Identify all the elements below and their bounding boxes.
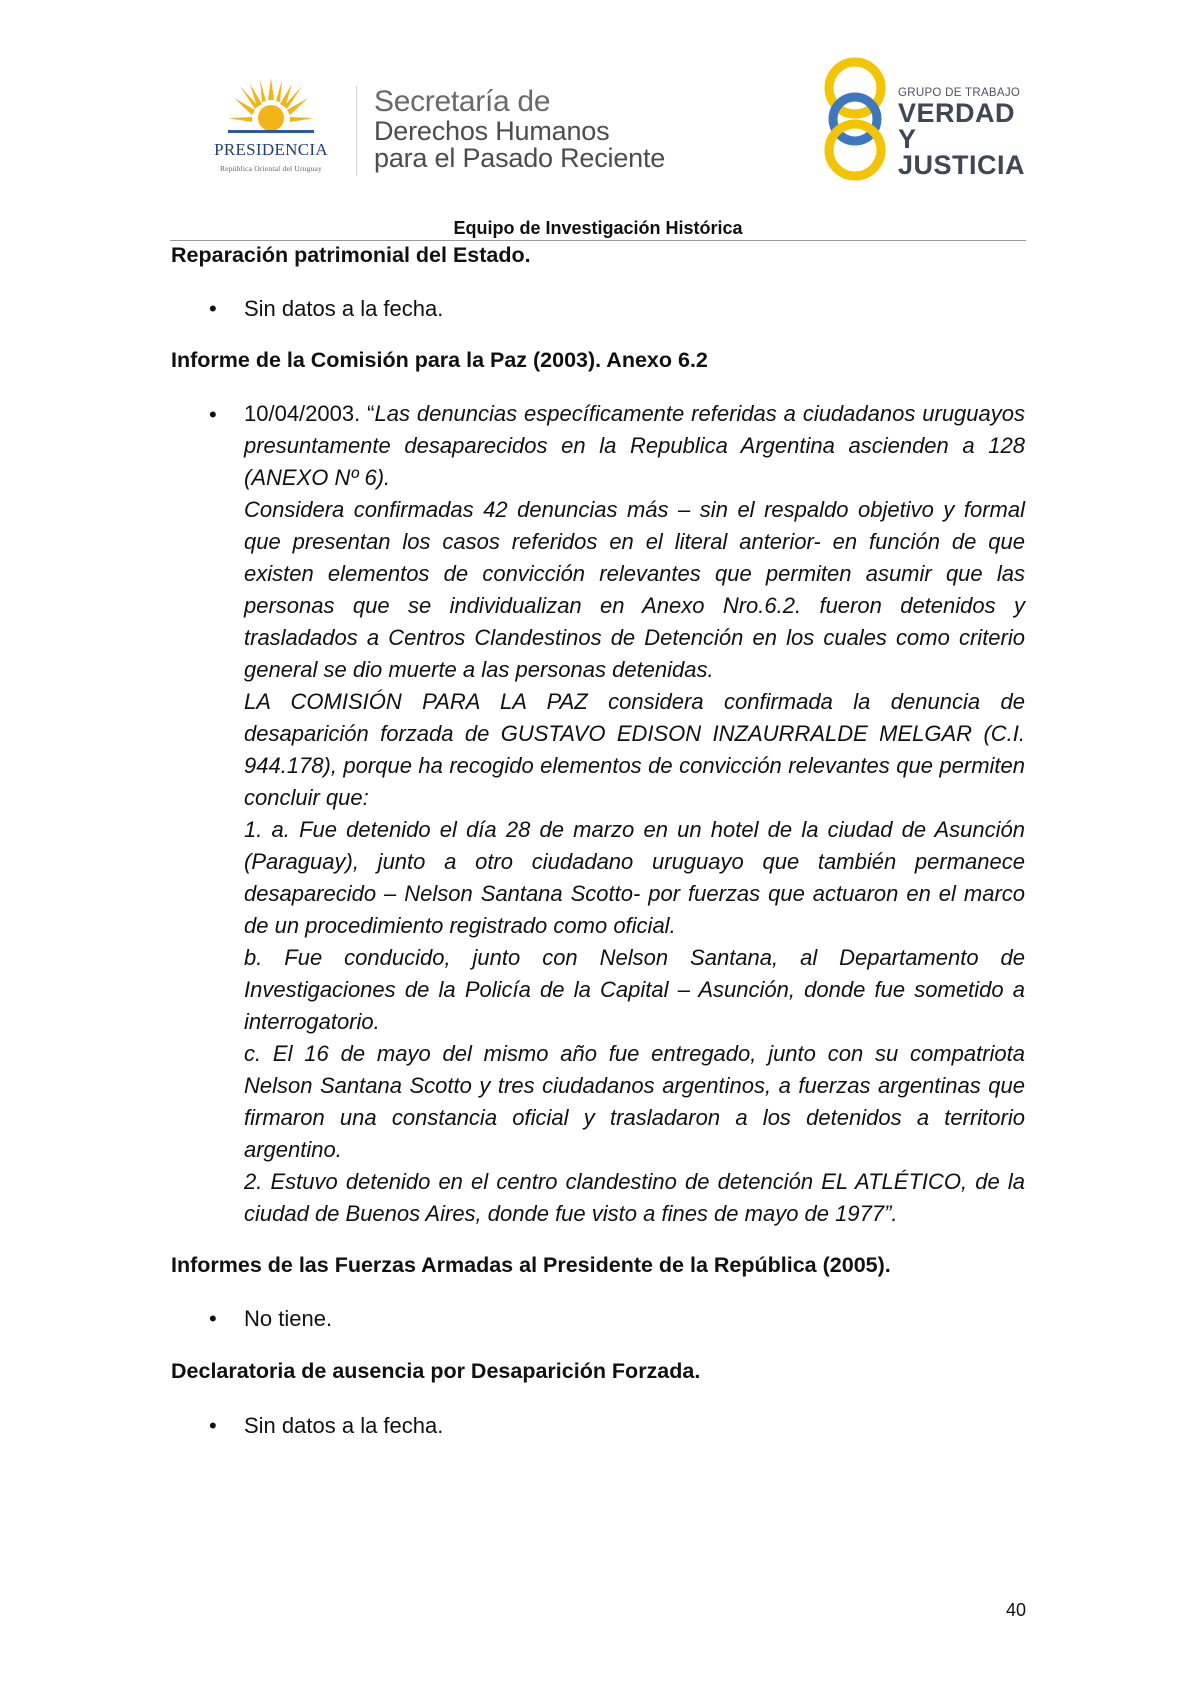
secretaria-logo xyxy=(374,86,704,172)
fuerzas-bullet-text: No tiene. xyxy=(244,1306,333,1331)
vj-small-text: GRUPO DE TRABAJO xyxy=(898,87,1021,99)
presidencia-logo xyxy=(196,78,346,178)
quote-text-3: LA COMISIÓN PARA LA PAZ considera confirmada la denuncia de desaparición forzada de GUSTAVO EDISON INZAURRALDE MELGAR (C.I. 944.178), porque ha recogido elementos de convicción relevantes que permiten concluir que: xyxy=(244,689,1025,810)
secretaria-line2: Derechos Humanos xyxy=(374,116,610,146)
section-heading-reparacion: Reparación patrimonial del Estado. xyxy=(171,243,531,267)
verdad-justicia-logo xyxy=(898,86,1038,178)
secretaria-line3: para el Pasado Reciente xyxy=(374,143,666,173)
quote-paragraph xyxy=(244,398,1025,494)
secretaria-line1: Secretaría de xyxy=(374,85,551,118)
quote-text-2: Considera confirmadas 42 denuncias más – sin el respaldo objetivo y formal que presentan los casos referidos en el literal anterior- en función de que existen elementos de convicción relevantes que permiten asumir que las personas que se individualizan en Anexo Nro.6.2. fueron detenidos y trasladados a Centros Clandestinos de Detención en los cuales como criterio general se dio muerte a las personas detenidas. xyxy=(244,497,1025,682)
section-heading-declaratoria: Declaratoria de ausencia por Desaparición Forzada. xyxy=(171,1359,701,1383)
bullet-icon: • xyxy=(209,402,217,427)
bullet-icon: • xyxy=(209,1306,217,1331)
quote-text-4: 1. a. Fue detenido el día 28 de marzo en un hotel de la ciudad de Asunción (Paraguay), junto a otro ciudadano uruguayo que también permanece desaparecido – Nelson Santana Scotto- por fuerzas que actuaron en el marco de un procedimiento registrado como oficial. xyxy=(244,817,1025,938)
presidencia-subtitle: República Oriental del Uruguay xyxy=(219,164,322,173)
quote-text-5: b. Fue conducido, junto con Nelson Santana, al Departamento de Investigaciones de la Policía de la Capital – Asunción, donde fue sometido a interrogatorio. xyxy=(244,945,1025,1034)
vj-line1: VERDAD Y xyxy=(898,98,1016,154)
comision-quote-block xyxy=(244,398,1025,1230)
team-title: Equipo de Investigación Histórica xyxy=(453,218,743,238)
presidencia-title: PRESIDENCIA xyxy=(214,140,328,159)
logo-divider xyxy=(356,86,357,176)
interlocking-rings-icon xyxy=(818,56,892,182)
quote-text-6: c. El 16 de mayo del mismo año fue entregado, junto con su compatriota Nelson Santana Scotto y tres ciudadanos argentinos, a fuerzas argentinas que firmaron una constancia oficial y trasladaron a los detenidos a territorio argentino. xyxy=(244,1041,1025,1162)
sun-emblem-icon xyxy=(228,78,314,138)
quote-text-7: 2. Estuvo detenido en el centro clandestino de detención EL ATLÉTICO, de la ciudad de Buenos Aires, donde fue visto a fines de mayo de 1977”. xyxy=(244,1169,1025,1226)
vj-line2: JUSTICIA xyxy=(898,150,1026,180)
page-number: 40 xyxy=(1005,1600,1026,1620)
section-heading-comision: Informe de la Comisión para la Paz (2003). Anexo 6.2 xyxy=(171,348,708,372)
declaratoria-bullet-text: Sin datos a la fecha. xyxy=(244,1413,444,1438)
quote-date: 10/04/2003. “ xyxy=(244,401,375,426)
bullet-icon: • xyxy=(209,1413,217,1438)
header-divider xyxy=(170,240,1026,241)
section-heading-fuerzas: Informes de las Fuerzas Armadas al Presidente de la República (2005). xyxy=(171,1253,891,1277)
bullet-icon: • xyxy=(209,296,217,321)
quote-text-1: Las denuncias específicamente referidas a ciudadanos uruguayos presuntamente desaparecidos en la Republica Argentina ascienden a 128 (ANEXO Nº 6). xyxy=(244,401,1025,490)
reparacion-bullet-text: Sin datos a la fecha. xyxy=(244,296,444,321)
